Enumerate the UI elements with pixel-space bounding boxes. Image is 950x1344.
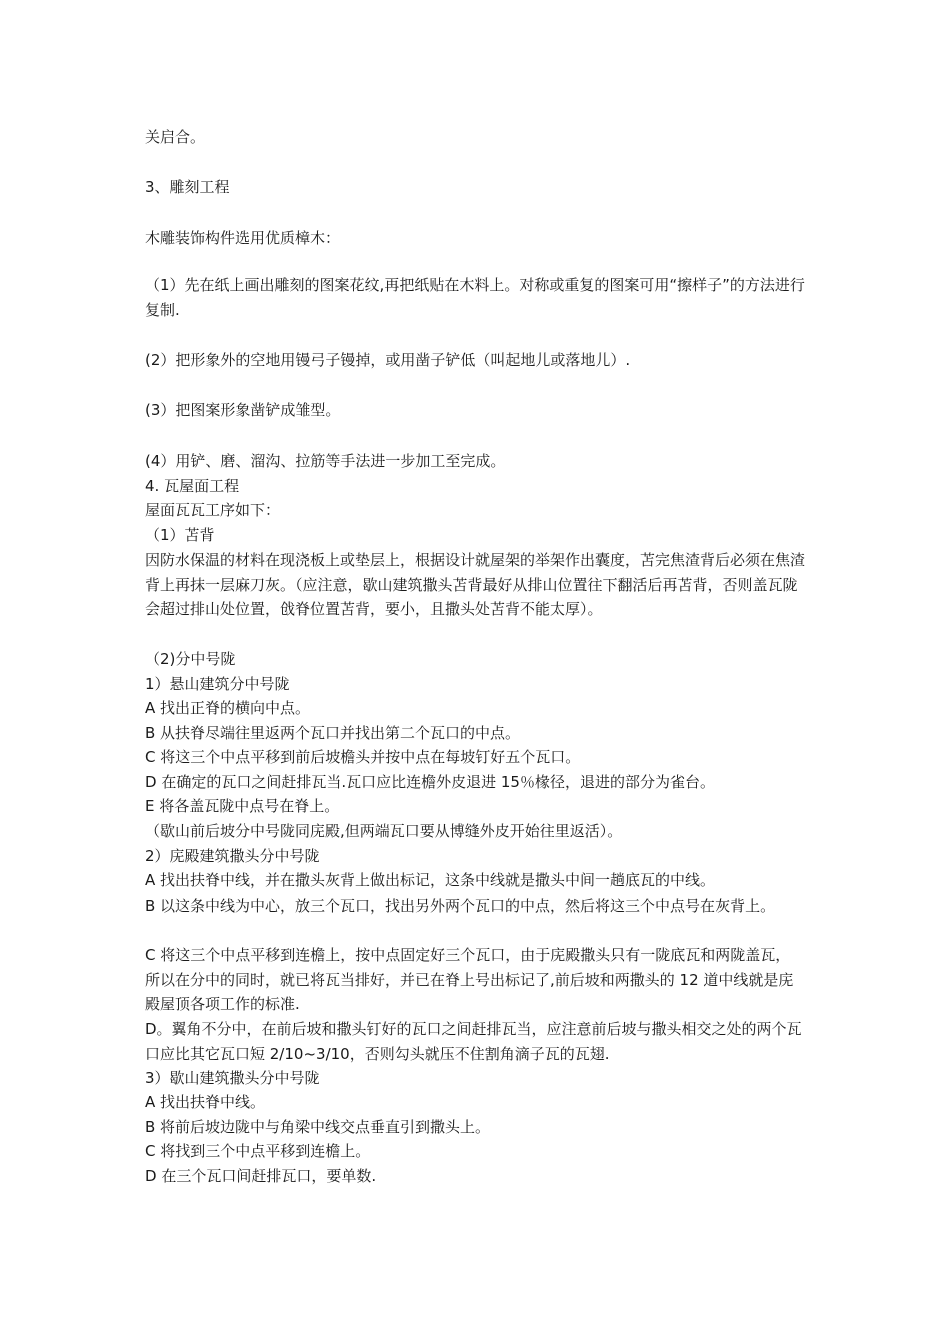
- document-page: [145, 0, 815, 1344]
- text-line-material: 木雕装饰构件选用优质樟木：: [145, 229, 341, 247]
- text-line-roof-intro: 屋面瓦瓦工序如下：: [145, 501, 281, 519]
- wudian-step-b: B 以这条中线为中心，放三个瓦口，找出另外两个瓦口的中点，然后将这三个中点号在灰背上。: [145, 897, 776, 915]
- section-heading-carving: 3、雕刻工程: [145, 178, 230, 196]
- xuanshan-step-e: E 将各盖瓦陇中点号在脊上。: [145, 797, 340, 815]
- xieshan-step-a: A 找出扶脊中线。: [145, 1093, 266, 1111]
- xieshan-step-b: B 将前后坡边陇中与角梁中线交点垂直引到撒头上。: [145, 1118, 491, 1136]
- xieshan-note: （歇山前后坡分中号陇同庑殿,但两端瓦口要从博缝外皮开始往里返活）。: [145, 822, 623, 840]
- wudian-step-a: A 找出扶脊中线，并在撒头灰背上做出标记，这条中线就是撒头中间一趟底瓦的中线。: [145, 871, 716, 889]
- backing-paragraph: 因防水保温的材料在现浇板上或垫层上，根据设计就屋架的举架作出囊度，苫完焦渣背后必须在焦渣背上再抹一层麻刀灰。（应注意，歇山建筑撒头苫背最好从排山位置往下翻活后再苫背，否则盖瓦陇会超过排山处位置，戗脊位置苫背，要小，且撒头处苫背不能太厚）。: [145, 551, 806, 618]
- xuanshan-step-a: A 找出正脊的横向中点。: [145, 699, 311, 717]
- section-heading-roof: 4. 瓦屋面工程: [145, 477, 240, 495]
- carving-step-1: （1）先在纸上画出雕刻的图案花纹,再把纸贴在木料上。对称或重复的图案可用“擦样子”的方法进行复制.: [145, 276, 805, 319]
- carving-step-4: (4）用铲、磨、溜沟、拉筋等手法进一步加工至完成。: [145, 452, 506, 470]
- text-line-opening: 关启合。: [145, 128, 206, 146]
- subheading-wudian: 2）庑殿建筑撒头分中号陇: [145, 847, 320, 865]
- subheading-centering: （2)分中号陇: [145, 650, 236, 668]
- wudian-step-d: D。翼角不分中，在前后坡和撒头钉好的瓦口之间赶排瓦当，应注意前后坡与撒头相交之处的两个瓦口应比其它瓦口短 2/10~3/10，否则勾头就压不住割角滴子瓦的瓦翅.: [145, 1020, 802, 1063]
- xuanshan-step-c: C 将这三个中点平移到前后坡檐头并按中点在每坡钉好五个瓦口。: [145, 748, 581, 766]
- subheading-xieshan: 3）歇山建筑撒头分中号陇: [145, 1069, 320, 1087]
- subheading-backing: （1）苫背: [145, 526, 215, 544]
- xieshan-step-c: C 将找到三个中点平移到连檐上。: [145, 1142, 371, 1160]
- carving-step-2: (2）把形象外的空地用镘弓子镘掉，或用凿子铲低（叫起地儿或落地儿）.: [145, 351, 631, 369]
- xieshan-step-d: D 在三个瓦口间赶排瓦口，要单数.: [145, 1167, 377, 1185]
- xuanshan-step-d: D 在确定的瓦口之间赶排瓦当.瓦口应比连檐外皮退进 15％椽径，退进的部分为雀台。: [145, 773, 715, 791]
- xuanshan-step-b: B 从扶脊尽端往里返两个瓦口并找出第二个瓦口的中点。: [145, 724, 521, 742]
- wudian-step-c: C 将这三个中点平移到连檐上，按中点固定好三个瓦口，由于庑殿撒头只有一陇底瓦和两陇盖瓦，所以在分中的同时，就已将瓦当排好，并已在脊上号出标记了,前后坡和两撒头的 12 道中线就是庑殿屋顶各项工作的标准.: [145, 946, 794, 1013]
- carving-step-3: (3）把图案形象凿铲成雏型。: [145, 401, 341, 419]
- subheading-xuanshan: 1）悬山建筑分中号陇: [145, 675, 290, 693]
